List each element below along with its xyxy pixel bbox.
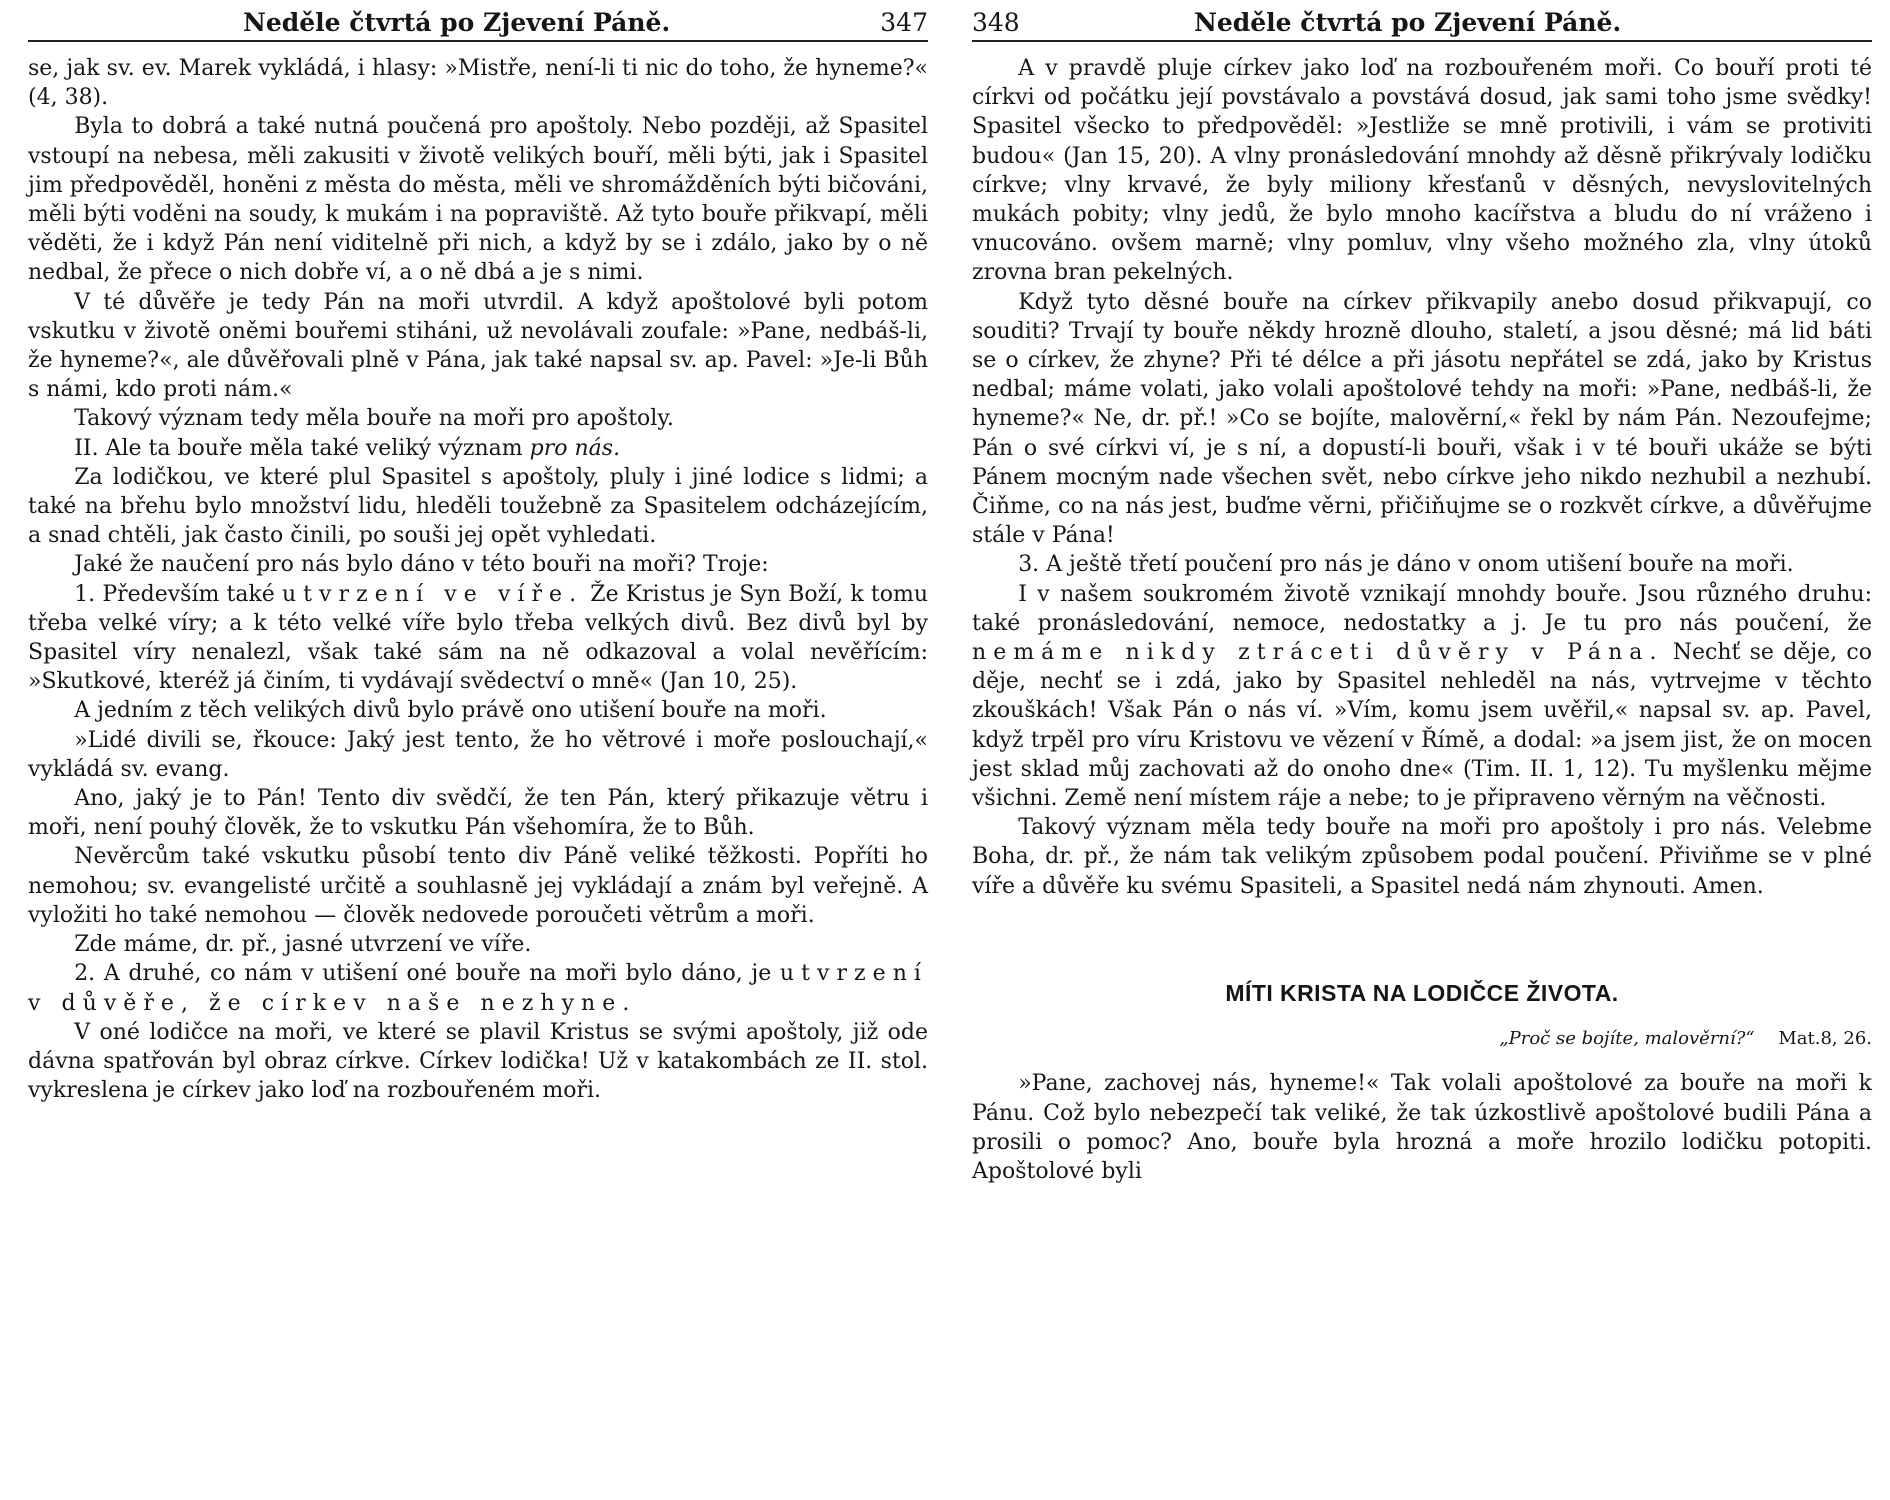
- paragraph: [28, 930, 928, 959]
- epigraph: [972, 1024, 1872, 1053]
- paragraph: [972, 580, 1872, 814]
- running-title: Neděle čtvrtá po Zjevení Páně.: [243, 8, 671, 37]
- paragraph: [972, 288, 1872, 551]
- epigraph-reference: Mat.8, 26.: [1778, 1028, 1872, 1050]
- text-run: »Pane, zachovej nás, hyneme!« Tak volali apoštolové za bouře na moři k Pánu. Což bylo nebezpečí tak veliké, že tak úzkostlivě apoštolové budili Pána a prosili o pomoc? Ano, bouře byla hrozná a moře hrozilo lodičku potopiti. Apoštolové byli: [972, 1071, 1872, 1184]
- text-run: A jedním z těch velikých divů bylo právě ono utišení bouře na moři.: [74, 698, 827, 724]
- text-run: V oné lodičce na moři, ve které se plavil Kristus se svými apoštoly, již ode dávna spatřován byl obraz církve. Církev lodička! Už v katakombách ze II. stol. vykreslena je církev jako loď na rozbouřeném moři.: [28, 1019, 928, 1104]
- paragraph: [28, 288, 928, 405]
- text-run: Zde máme, dr. př., jasné utvrzení ve víře.: [74, 932, 532, 958]
- paragraph: [28, 463, 928, 551]
- italic-emphasis: pro nás.: [529, 435, 621, 461]
- page-body: [972, 54, 1872, 1186]
- text-run: 3. A ještě třetí poučení pro nás je dáno v onom utišení bouře na moři.: [1018, 552, 1794, 578]
- text-run: Že Kristus je Syn Boží, k tomu třeba velké víry; a k této velké víře bylo třeba velkých divů. Bez divů byl by Spasitel víry nenalezl, však také sám na ně odkazoval a volal nevěřícím: »Skutkové, kteréž já činím, ti vydávají svědectví o mně« (Jan 10, 25).: [28, 581, 928, 695]
- paragraph: [972, 813, 1872, 901]
- paragraph: [28, 404, 928, 433]
- page-number: 347: [880, 8, 928, 37]
- page-body: [28, 54, 928, 1105]
- paragraph: [972, 54, 1872, 288]
- right-page: [972, 0, 1872, 1500]
- running-title: Neděle čtvrtá po Zjevení Páně.: [1194, 8, 1622, 37]
- text-run: Takový význam měla tedy bouře na moři pro apoštoly i pro nás. Velebme Boha, dr. př., že nám tak velikým způsobem podal poučení. Přiviňme se v plné víře a důvěře ku svému Spasiteli, a Spasitel nedá nám zhynouti. Amen.: [972, 815, 1872, 899]
- paragraph: [28, 842, 928, 930]
- epigraph-quote: „Proč se bojíte, malověrní?“: [1499, 1028, 1755, 1050]
- spaced-emphasis: nemáme nikdy ztráceti důvěry v Pána.: [972, 640, 1664, 666]
- text-run: »Lidé divili se, řkouce: Jaký jest tento, že ho větrové i moře poslouchají,« vykládá sv. evang.: [28, 727, 928, 782]
- text-run: II. Ale ta bouře měla také veliký význam: [74, 435, 530, 461]
- paragraph: [972, 550, 1872, 579]
- text-run: Když tyto děsné bouře na církev přikvapily anebo dosud přikvapují, co souditi? Trvají ty bouře někdy hrozně dlouho, staletí, a jsou děsné; má lid báti se o církev, že zhyne? Při té délce a při jásotu nepřátel se zdá, jako by Kristus nedbal; máme volati, jako volali apoštolové tehdy na moři: »Pane, nedbáš-li, že hyneme?« Ne, dr. př.! »Co se bojíte, malověrní,« řekl by nám Pán. Nezoufejme; Pán o své církvi ví, je s ní, a dopustí-li bouři, však i v té bouři ukáže se býti Pánem mocným nade všechen svět, nebo církve jeho nikdo nezhubil a nezhubí. Čiňme, co na nás jest, buďme věrni, přičiňujme se o rozkvět církve, a důvěřujme stále v Pána!: [972, 289, 1872, 549]
- paragraph: [972, 1069, 1872, 1186]
- paragraph: [28, 784, 928, 842]
- paragraph: [28, 580, 928, 697]
- text-run: 2. A druhé, co nám v utišení oné bouře na moři bylo dáno, je: [74, 961, 780, 987]
- text-run: A v pravdě pluje církev jako loď na rozbouřeném moři. Co bouří proti té církvi od počátku její povstávalo a povstává dosud, jak sami toho jsme svědky! Spasitel všecko to předpověděl: »Jestliže se mně protivili, i vám se protiviti budou« (Jan 15, 20). A vlny pronásledování mnohdy až děsně přikrývaly lodičku církve; vlny krvavé, že byly miliony křesťanů v děsných, nevyslovitelných mukách pobity; vlny jedů, že bylo mnoho kacířstva a bludu do ní vráženo i vnucováno. ovšem marně; vlny pomluv, vlny všeho možného zla, vlny útoků zrovna bran pekelných.: [972, 56, 1872, 286]
- text-run: Byla to dobrá a také nutná poučená pro apoštoly. Nebo později, až Spasitel vstoupí na nebesa, měli zakusiti v životě velikých bouří, měli býti, jak i Spasitel jim předpověděl, honěni z města do města, měli ve shromážděních býti bičováni, měli býti voděni na soudy, k mukám i na popraviště. Až tyto bouře přikvapí, měli věděti, že i když Pán není viditelně při nich, a když by se i zdálo, jako by o ně nedbal, že přece o nich dobře ví, a o ně dbá a je s nimi.: [28, 114, 928, 286]
- text-run: Nechť se děje, co děje, nechť se i zdá, jako by Spasitel nehleděl na nás, vytrvejme v těchto zkouškách! Však Pán o nás ví. »Vím, komu jsem uvěřil,« napsal sv. ap. Pavel, když trpěl pro víru Kristovu ve vězení v Římě, a dodal: »a jsem jist, že on mocen jest sklad můj zachovati až do onoho dne« (Tim. II. 1, 12). Tu myšlenku mějme všichni. Země není místem ráje a nebe; to je připraveno věrným na věčnosti.: [972, 640, 1872, 812]
- left-page: [28, 0, 928, 1500]
- text-run: Nevěrcům také vskutku působí tento div Páně veliké těžkosti. Popříti ho nemohou; sv. evangelisté určitě a souhlasně jej vykládají a znám byl veřejně. A vyložiti ho také nemohou — člověk nedovede poroučeti větrům a moři.: [28, 844, 928, 928]
- paragraph: [28, 434, 928, 463]
- paragraph: [28, 112, 928, 287]
- spaced-emphasis: utvrzení ve víře.: [281, 581, 584, 607]
- text-run: 1. Především také: [74, 581, 282, 607]
- text-run: V té důvěře je tedy Pán na moři utvrdil. A když apoštolové byli potom vskutku v životě oněmi bouřemi stiháni, už nevolávali zoufale: »Pane, nedbáš-li, že hyneme?«, ale důvěřovali plně v Pána, jak také napsal sv. ap. Pavel: »Je-li Bůh s námi, kdo proti nám.«: [28, 289, 928, 403]
- page-number: 348: [972, 8, 1020, 37]
- text-run: Jaké že naučení pro nás bylo dáno v této bouři na moři? Troje:: [74, 552, 769, 578]
- running-header: [28, 6, 928, 42]
- paragraph: [28, 726, 928, 784]
- text-run: I v našem soukromém životě vznikají mnohdy bouře. Jsou různého druhu: také pronásledování, nemoce, nedostatky a j. Je tu pro nás poučení, že: [972, 581, 1872, 636]
- running-header: [972, 6, 1872, 42]
- paragraph: [28, 550, 928, 579]
- paragraph: [28, 54, 928, 112]
- spaced-emphasis: utvrzení v důvěře, že církev naše nezhyne.: [28, 961, 928, 1016]
- paragraph: [28, 959, 928, 1017]
- paragraph: [28, 1018, 928, 1106]
- paragraph: [28, 696, 928, 725]
- text-run: Za lodičkou, ve které plul Spasitel s apoštoly, pluly i jiné lodice s lidmi; a také na břehu bylo množství lidu, hleděli toužebně za Spasitelem odcházejícím, a snad chtěli, jak často činili, po souši jej opět vyhledati.: [28, 464, 928, 549]
- text-run: Ano, jaký je to Pán! Tento div svědčí, že ten Pán, který přikazuje větru i moři, není pouhý člověk, že to vskutku Pán všehomíra, že to Bůh.: [28, 786, 928, 841]
- section-title: MÍTI KRISTA NA LODIČCE ŽIVOTA.: [1225, 979, 1619, 1006]
- text-run: Takový význam tedy měla bouře na moři pro apoštoly.: [74, 406, 674, 432]
- text-run: se, jak sv. ev. Marek vykládá, i hlasy: »Mistře, není-li ti nic do toho, že hyneme?« (4, 38).: [28, 56, 928, 111]
